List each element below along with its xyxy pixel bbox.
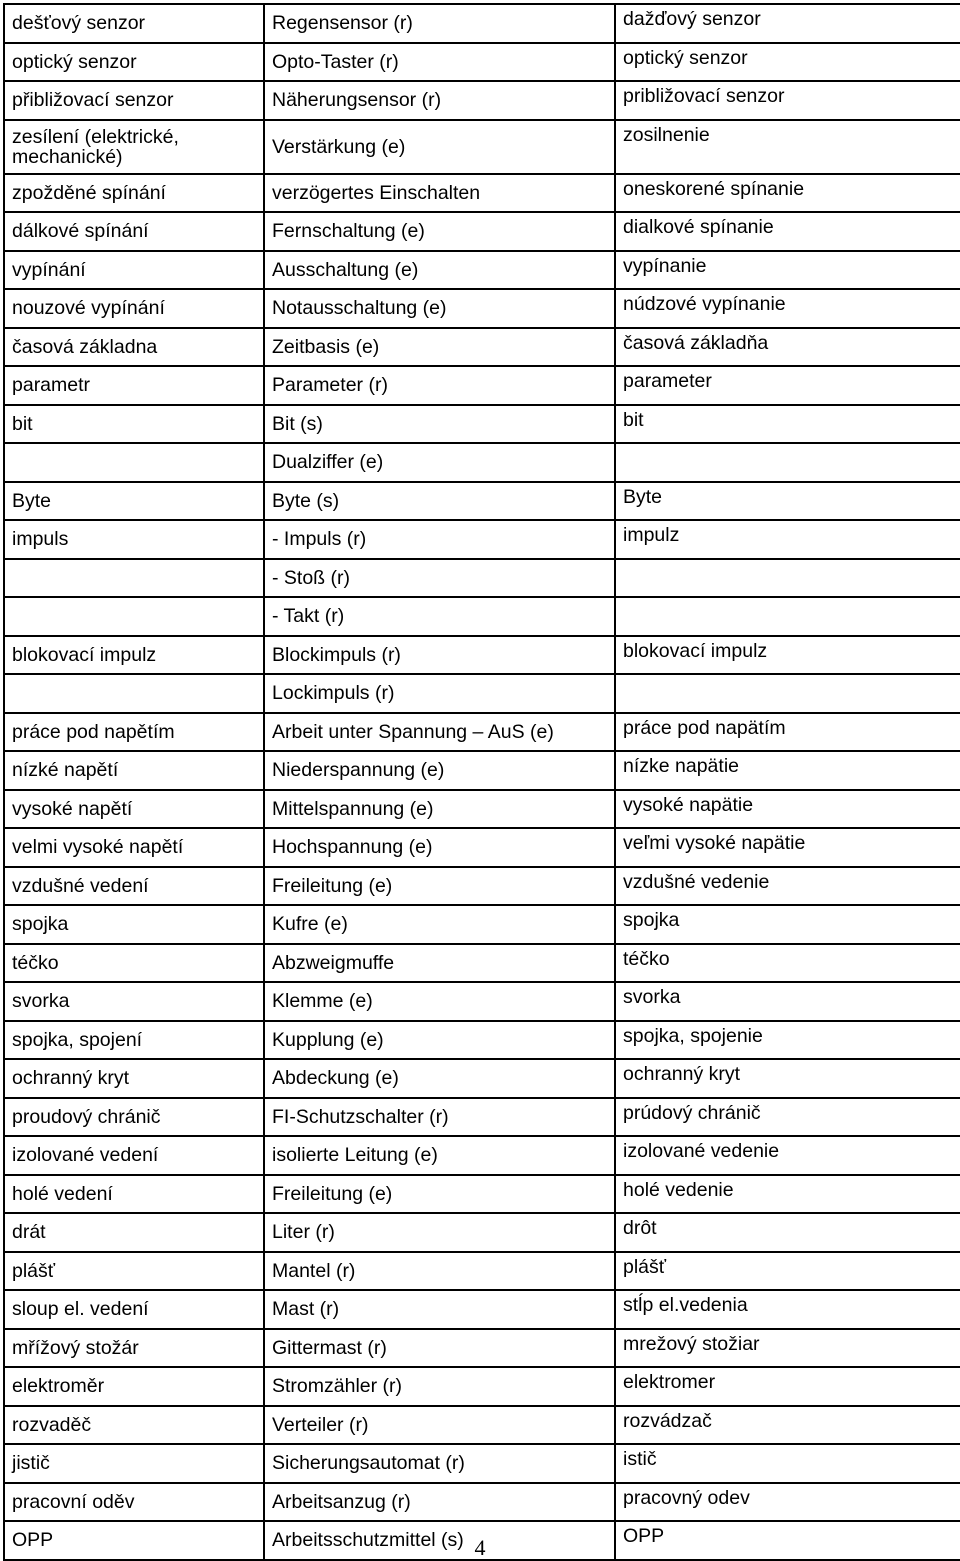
table-row: [4, 289, 960, 328]
czech-term-cell: vypínání: [4, 251, 264, 290]
german-term-cell: Kufre (e): [264, 905, 615, 944]
czech-term-cell: spojka: [4, 905, 264, 944]
german-term-cell: Stromzähler (r): [264, 1367, 615, 1406]
table-row: [4, 674, 960, 713]
slovak-term-cell: [615, 443, 960, 482]
table-row: [4, 482, 960, 521]
german-term-cell: Dualziffer (e): [264, 443, 615, 482]
german-term-cell: Arbeitsanzug (r): [264, 1483, 615, 1522]
czech-term-cell: holé vedení: [4, 1175, 264, 1214]
german-term-cell: - Stoß (r): [264, 559, 615, 598]
table-row: [4, 174, 960, 213]
german-term-cell: - Impuls (r): [264, 520, 615, 559]
glossary-body: [4, 4, 960, 1560]
slovak-term-cell: OPP: [615, 1521, 960, 1560]
slovak-term-cell: ochranný kryt: [615, 1059, 960, 1098]
czech-term-cell: nízké napětí: [4, 751, 264, 790]
page-number: 4: [474, 1535, 486, 1560]
slovak-term-cell: mrežový stožiar: [615, 1329, 960, 1368]
table-row: [4, 597, 960, 636]
german-term-cell: Sicherungsautomat (r): [264, 1444, 615, 1483]
czech-term-cell: pracovní oděv: [4, 1483, 264, 1522]
czech-term-cell: impuls: [4, 520, 264, 559]
german-term-cell: Lockimpuls (r): [264, 674, 615, 713]
slovak-term-cell: veľmi vysoké napätie: [615, 828, 960, 867]
table-row: [4, 867, 960, 906]
table-row: [4, 1213, 960, 1252]
german-term-cell: verzögertes Einschalten: [264, 174, 615, 213]
german-term-cell: isolierte Leitung (e): [264, 1136, 615, 1175]
table-row: [4, 636, 960, 675]
slovak-term-cell: svorka: [615, 982, 960, 1021]
german-term-cell: Byte (s): [264, 482, 615, 521]
czech-term-cell: svorka: [4, 982, 264, 1021]
german-term-cell: Regensensor (r): [264, 4, 615, 43]
czech-term-cell: OPP: [4, 1521, 264, 1560]
german-term-cell: Freileitung (e): [264, 1175, 615, 1214]
table-row: [4, 1175, 960, 1214]
german-term-cell: Ausschaltung (e): [264, 251, 615, 290]
table-row: [4, 520, 960, 559]
table-row: [4, 4, 960, 43]
table-row: [4, 1444, 960, 1483]
table-row: [4, 1098, 960, 1137]
german-term-cell: Parameter (r): [264, 366, 615, 405]
slovak-term-cell: plášť: [615, 1252, 960, 1291]
table-row: [4, 1329, 960, 1368]
table-row: [4, 366, 960, 405]
czech-term-cell: [4, 559, 264, 598]
slovak-term-cell: spojka, spojenie: [615, 1021, 960, 1060]
glossary-table: [3, 3, 960, 1561]
german-term-cell: Klemme (e): [264, 982, 615, 1021]
czech-term-cell: drát: [4, 1213, 264, 1252]
czech-term-cell: izolované vedení: [4, 1136, 264, 1175]
german-term-cell: Blockimpuls (r): [264, 636, 615, 675]
german-term-cell: Abzweigmuffe: [264, 944, 615, 983]
slovak-term-cell: izolované vedenie: [615, 1136, 960, 1175]
czech-term-cell: práce pod napětím: [4, 713, 264, 752]
table-row: [4, 1406, 960, 1445]
czech-term-cell: zpožděné spínání: [4, 174, 264, 213]
german-term-cell: Arbeitsschutzmittel (s): [264, 1521, 615, 1560]
czech-term-cell: rozvaděč: [4, 1406, 264, 1445]
slovak-term-cell: vzdušné vedenie: [615, 867, 960, 906]
german-term-cell: Verteiler (r): [264, 1406, 615, 1445]
czech-term-cell: parametr: [4, 366, 264, 405]
slovak-term-cell: vysoké napätie: [615, 790, 960, 829]
german-term-cell: Arbeit unter Spannung – AuS (e): [264, 713, 615, 752]
slovak-term-cell: drôt: [615, 1213, 960, 1252]
table-row: [4, 1483, 960, 1522]
czech-term-cell: bit: [4, 405, 264, 444]
german-term-cell: Kupplung (e): [264, 1021, 615, 1060]
slovak-term-cell: časová základňa: [615, 328, 960, 367]
czech-term-cell: [4, 597, 264, 636]
german-term-cell: Liter (r): [264, 1213, 615, 1252]
czech-term-cell: velmi vysoké napětí: [4, 828, 264, 867]
slovak-term-cell: pracovný odev: [615, 1483, 960, 1522]
table-row: [4, 982, 960, 1021]
czech-term-cell: proudový chránič: [4, 1098, 264, 1137]
table-row: [4, 443, 960, 482]
table-row: [4, 405, 960, 444]
table-row: [4, 944, 960, 983]
slovak-term-cell: parameter: [615, 366, 960, 405]
german-term-cell: Mittelspannung (e): [264, 790, 615, 829]
slovak-term-cell: nízke napätie: [615, 751, 960, 790]
german-term-cell: Verstärkung (e): [264, 120, 615, 174]
german-term-cell: Freileitung (e): [264, 867, 615, 906]
table-row: [4, 713, 960, 752]
german-term-cell: - Takt (r): [264, 597, 615, 636]
slovak-term-cell: zosilnenie: [615, 120, 960, 174]
slovak-term-cell: približovací senzor: [615, 81, 960, 120]
slovak-term-cell: práce pod napätím: [615, 713, 960, 752]
slovak-term-cell: núdzové vypínanie: [615, 289, 960, 328]
german-term-cell: Bit (s): [264, 405, 615, 444]
table-row: [4, 1290, 960, 1329]
slovak-term-cell: blokovací impulz: [615, 636, 960, 675]
czech-term-cell: [4, 443, 264, 482]
table-row: [4, 1021, 960, 1060]
czech-term-cell: mřížový stožár: [4, 1329, 264, 1368]
slovak-term-cell: optický senzor: [615, 43, 960, 82]
table-row: [4, 559, 960, 598]
czech-term-cell: plášť: [4, 1252, 264, 1291]
slovak-term-cell: rozvádzač: [615, 1406, 960, 1445]
slovak-term-cell: oneskorené spínanie: [615, 174, 960, 213]
table-row: [4, 251, 960, 290]
czech-term-cell: blokovací impulz: [4, 636, 264, 675]
czech-term-cell: elektroměr: [4, 1367, 264, 1406]
slovak-term-cell: impulz: [615, 520, 960, 559]
czech-term-cell: dešťový senzor: [4, 4, 264, 43]
slovak-term-cell: prúdový chránič: [615, 1098, 960, 1137]
slovak-term-cell: vypínanie: [615, 251, 960, 290]
czech-term-cell: sloup el. vedení: [4, 1290, 264, 1329]
table-row: [4, 751, 960, 790]
czech-term-cell: vysoké napětí: [4, 790, 264, 829]
slovak-term-cell: [615, 674, 960, 713]
czech-term-cell: [4, 674, 264, 713]
slovak-term-cell: [615, 559, 960, 598]
czech-term-cell: téčko: [4, 944, 264, 983]
slovak-term-cell: spojka: [615, 905, 960, 944]
table-row: [4, 43, 960, 82]
table-row: [4, 1059, 960, 1098]
czech-term-cell: nouzové vypínání: [4, 289, 264, 328]
slovak-term-cell: [615, 597, 960, 636]
german-term-cell: FI-Schutzschalter (r): [264, 1098, 615, 1137]
slovak-term-cell: bit: [615, 405, 960, 444]
czech-term-cell: jistič: [4, 1444, 264, 1483]
table-row: [4, 828, 960, 867]
slovak-term-cell: téčko: [615, 944, 960, 983]
german-term-cell: Gittermast (r): [264, 1329, 615, 1368]
table-row: [4, 1136, 960, 1175]
german-term-cell: Opto-Taster (r): [264, 43, 615, 82]
czech-term-cell: ochranný kryt: [4, 1059, 264, 1098]
czech-term-cell: vzdušné vedení: [4, 867, 264, 906]
table-row: [4, 1252, 960, 1291]
czech-term-cell: spojka, spojení: [4, 1021, 264, 1060]
german-term-cell: Abdeckung (e): [264, 1059, 615, 1098]
table-row: [4, 81, 960, 120]
german-term-cell: Zeitbasis (e): [264, 328, 615, 367]
slovak-term-cell: dialkové spínanie: [615, 212, 960, 251]
slovak-term-cell: istič: [615, 1444, 960, 1483]
german-term-cell: Fernschaltung (e): [264, 212, 615, 251]
czech-term-cell: Byte: [4, 482, 264, 521]
czech-term-cell: zesílení (elektrické, mechanické): [4, 120, 264, 174]
table-row: [4, 120, 960, 174]
czech-term-cell: optický senzor: [4, 43, 264, 82]
czech-term-cell: přibližovací senzor: [4, 81, 264, 120]
czech-term-cell: časová základna: [4, 328, 264, 367]
table-row: [4, 1367, 960, 1406]
slovak-term-cell: elektromer: [615, 1367, 960, 1406]
table-row: [4, 212, 960, 251]
table-row: [4, 328, 960, 367]
german-term-cell: Hochspannung (e): [264, 828, 615, 867]
slovak-term-cell: dažďový senzor: [615, 4, 960, 43]
slovak-term-cell: stĺp el.vedenia: [615, 1290, 960, 1329]
table-row: [4, 790, 960, 829]
german-term-cell: Mantel (r): [264, 1252, 615, 1291]
slovak-term-cell: holé vedenie: [615, 1175, 960, 1214]
slovak-term-cell: Byte: [615, 482, 960, 521]
german-term-cell: Notausschaltung (e): [264, 289, 615, 328]
german-term-cell: Mast (r): [264, 1290, 615, 1329]
german-term-cell: Näherungsensor (r): [264, 81, 615, 120]
german-term-cell: Niederspannung (e): [264, 751, 615, 790]
czech-term-cell: dálkové spínání: [4, 212, 264, 251]
table-row: [4, 905, 960, 944]
